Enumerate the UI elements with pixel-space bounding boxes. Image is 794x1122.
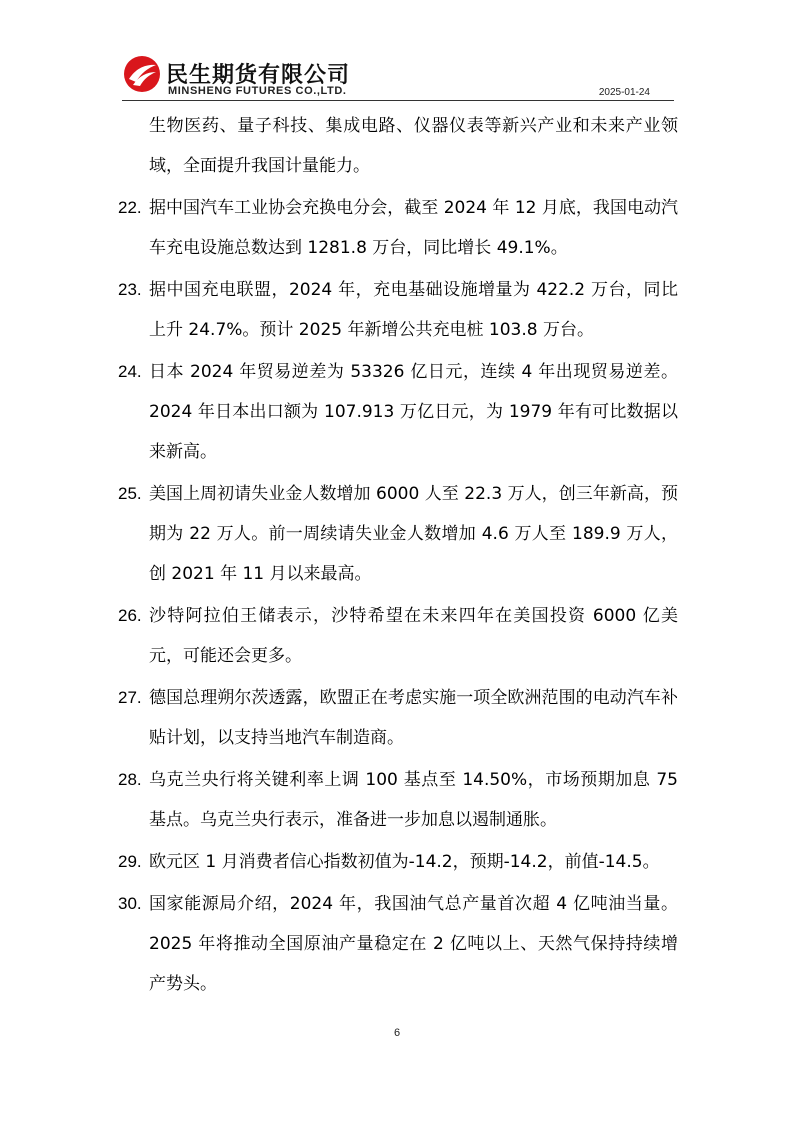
item-text: 乌克兰央行将关键利率上调 100 基点至 14.50%，市场预期加息 75 基点。乌克兰央行表示，准备进一步加息以遏制通胀。 (149, 770, 678, 830)
header-divider (122, 100, 674, 101)
news-list (118, 106, 678, 1006)
item-number: 22. (118, 198, 142, 217)
item-text: 生物医药、量子科技、集成电路、仪器仪表等新兴产业和未来产业领域，全面提升我国计量能力。 (149, 116, 678, 176)
item-text: 国家能源局介绍，2024 年，我国油气总产量首次超 4 亿吨油当量。2025 年将推动全国原油产量稳定在 2 亿吨以上、天然气保持持续增产势头。 (149, 894, 678, 994)
list-item (118, 842, 678, 882)
company-name-en: MINSHENG FUTURES CO.,LTD. (168, 85, 347, 97)
list-item (118, 760, 678, 840)
item-number: 24. (118, 362, 142, 381)
item-text: 据中国汽车工业协会充换电分会，截至 2024 年 12 月底，我国电动汽车充电设施总数达到 1281.8 万台，同比增长 49.1%。 (149, 198, 678, 258)
list-item (118, 884, 678, 1004)
item-number: 27. (118, 688, 142, 707)
report-date: 2025-01-24 (598, 87, 650, 98)
list-item (118, 678, 678, 758)
item-text: 欧元区 1 月消费者信心指数初值为-14.2，预期-14.2，前值-14.5。 (149, 852, 660, 872)
page-number: 6 (393, 1027, 401, 1039)
list-item (118, 106, 678, 186)
list-item (118, 352, 678, 472)
item-text: 日本 2024 年贸易逆差为 53326 亿日元，连续 4 年出现贸易逆差。2024 年日本出口额为 107.913 万亿日元，为 1979 年有可比数据以来新高。 (149, 362, 678, 462)
item-number: 29. (118, 852, 142, 871)
item-number: 23. (118, 280, 142, 299)
item-text: 德国总理朔尔茨透露，欧盟正在考虑实施一项全欧洲范围的电动汽车补贴计划，以支持当地汽车制造商。 (149, 688, 678, 748)
item-text: 沙特阿拉伯王储表示，沙特希望在未来四年在美国投资 6000 亿美元，可能还会更多。 (149, 606, 678, 666)
list-item (118, 474, 678, 594)
item-number: 25. (118, 484, 142, 503)
list-item (118, 270, 678, 350)
list-item (118, 596, 678, 676)
list-item (118, 188, 678, 268)
item-text: 美国上周初请失业金人数增加 6000 人至 22.3 万人，创三年新高，预期为 22 万人。前一周续请失业金人数增加 4.6 万人至 189.9 万人，创 2021 年 11 月以来最高。 (149, 484, 678, 584)
item-number: 28. (118, 770, 142, 789)
company-name-cn: 民生期货有限公司 (166, 63, 351, 88)
item-number: 30. (118, 894, 142, 913)
minsheng-logo-icon (122, 54, 162, 94)
page-header (122, 52, 674, 102)
item-text: 据中国充电联盟，2024 年，充电基础设施增量为 422.2 万台，同比上升 24.7%。预计 2025 年新增公共充电桩 103.8 万台。 (149, 280, 678, 340)
item-number: 26. (118, 606, 142, 625)
